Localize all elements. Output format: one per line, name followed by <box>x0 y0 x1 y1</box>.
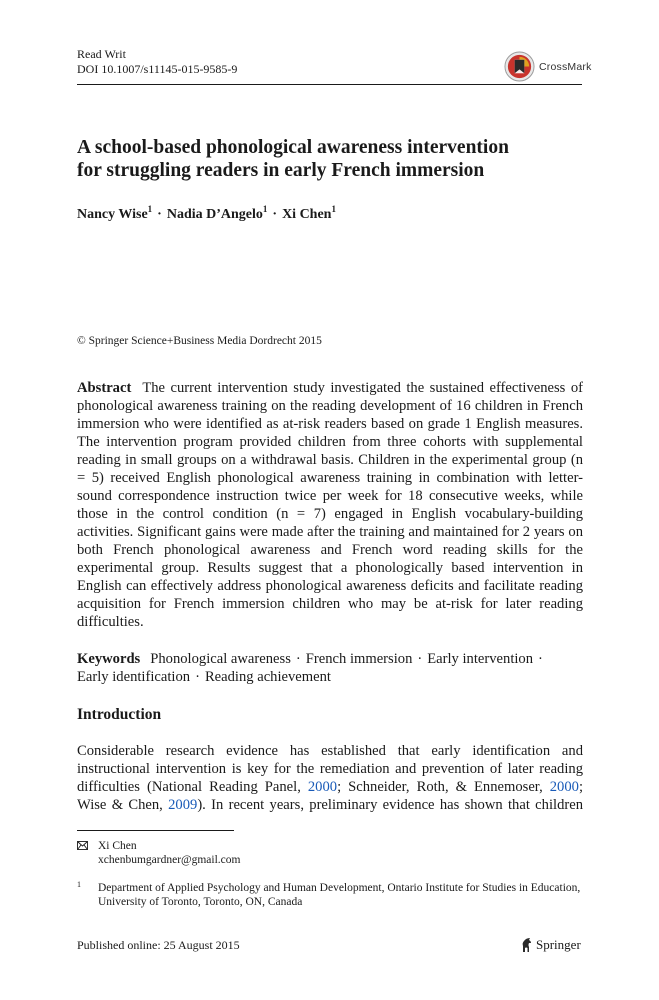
author-affiliation-mark: 1 <box>147 204 153 214</box>
affiliation-text: Department of Applied Psychology and Human Development, Ontario Institute for Studies in Education, University of Toronto, Toronto, ON, Canada <box>98 882 581 908</box>
author-affiliation-mark: 1 <box>331 204 336 214</box>
keyword-separator: · <box>295 651 301 667</box>
publisher-logo[interactable] <box>521 936 583 954</box>
affiliation-number: 1 <box>77 880 81 889</box>
author-name[interactable]: Nancy Wise <box>77 207 148 222</box>
introduction-paragraph <box>77 742 583 814</box>
intro-text: Considerable research evidence has established that early identification and instructional intervention is key for the remediation and prevention of later reading difficulties (National Reading Panel, <box>77 743 583 795</box>
citation-link[interactable]: 2009 <box>168 797 198 813</box>
article-title <box>77 136 582 182</box>
doi[interactable]: DOI 10.1007/s11145-015-9585-9 <box>77 62 238 76</box>
keywords-heading: Keywords <box>77 651 141 667</box>
keyword: Phonological awareness <box>150 651 291 667</box>
mail-icon <box>77 841 88 850</box>
crossmark-label: CrossMark <box>539 61 592 73</box>
intro-text: ). In recent years, preliminary evidence has shown that children <box>197 797 583 813</box>
author-separator: · <box>157 207 162 222</box>
copyright-notice: © Springer Science+Business Media Dordrecht 2015 <box>77 335 322 347</box>
section-heading-introduction: Introduction <box>77 706 162 723</box>
abstract-body: The current intervention study investigated the sustained effectiveness of phonological awareness training on the reading development of 16 children in French immersion who were identified as at-risk readers based on grade 1 English measures. The intervention program provided children from three cohorts with supplemental reading in small groups on a withdrawal basis. Children in the experimental group (n = 5) received English phonological awareness training in combination with letter-sound correspondence instruction twice per week for 18 consecutive weeks, while those in the control condition (n = 7) engaged in English vocabulary-building activities. Significant gains were made after the training and maintained for 2 years on both French phonological awareness and French word reading skills for the experimental group. Results suggest that a phonologically based intervention in English can effectively address phonological awareness deficits and facilitate reading acquisition for French immersion children who may be at-risk for later reading difficulties. <box>77 380 583 630</box>
keyword: Early identification <box>77 669 191 685</box>
abstract-heading: Abstract <box>77 380 132 396</box>
citation-link[interactable]: 2000 <box>549 779 579 795</box>
publisher-name: Springer <box>536 937 581 952</box>
intro-text: ; Wise & Chen, <box>77 779 583 813</box>
author-name[interactable]: Nadia D’Angelo <box>166 207 263 222</box>
crossmark-badge[interactable] <box>504 51 592 83</box>
corresponding-author-name: Xi Chen <box>98 840 137 852</box>
abstract <box>77 379 583 631</box>
crossmark-icon <box>504 51 535 82</box>
header-divider <box>77 84 582 85</box>
keyword: Reading achievement <box>204 669 331 685</box>
springer-horse-icon <box>521 937 533 953</box>
footnote-divider <box>77 830 234 831</box>
title-line: for struggling readers in early French immersion <box>77 160 485 181</box>
published-date: Published online: 25 August 2015 <box>77 938 240 952</box>
keyword-separator: · <box>538 651 543 667</box>
keyword-separator: · <box>417 651 423 667</box>
author-separator: · <box>272 207 278 222</box>
keywords <box>77 650 583 686</box>
intro-text: ; Schneider, Roth, & Ennemoser, <box>337 779 550 795</box>
author-list <box>77 206 336 224</box>
keyword: French immersion <box>305 651 413 667</box>
title-line: A school-based phonological awareness intervention <box>77 137 509 158</box>
journal-name: Read Writ <box>77 47 126 61</box>
keyword-separator: · <box>195 669 200 685</box>
author-name[interactable]: Xi Chen <box>282 207 332 222</box>
citation-link[interactable]: 2000 <box>307 779 338 795</box>
corresponding-author-email[interactable]: xchenbumgardner@gmail.com <box>98 854 241 866</box>
author-affiliation-mark: 1 <box>262 204 268 214</box>
keyword: Early intervention <box>427 651 534 667</box>
